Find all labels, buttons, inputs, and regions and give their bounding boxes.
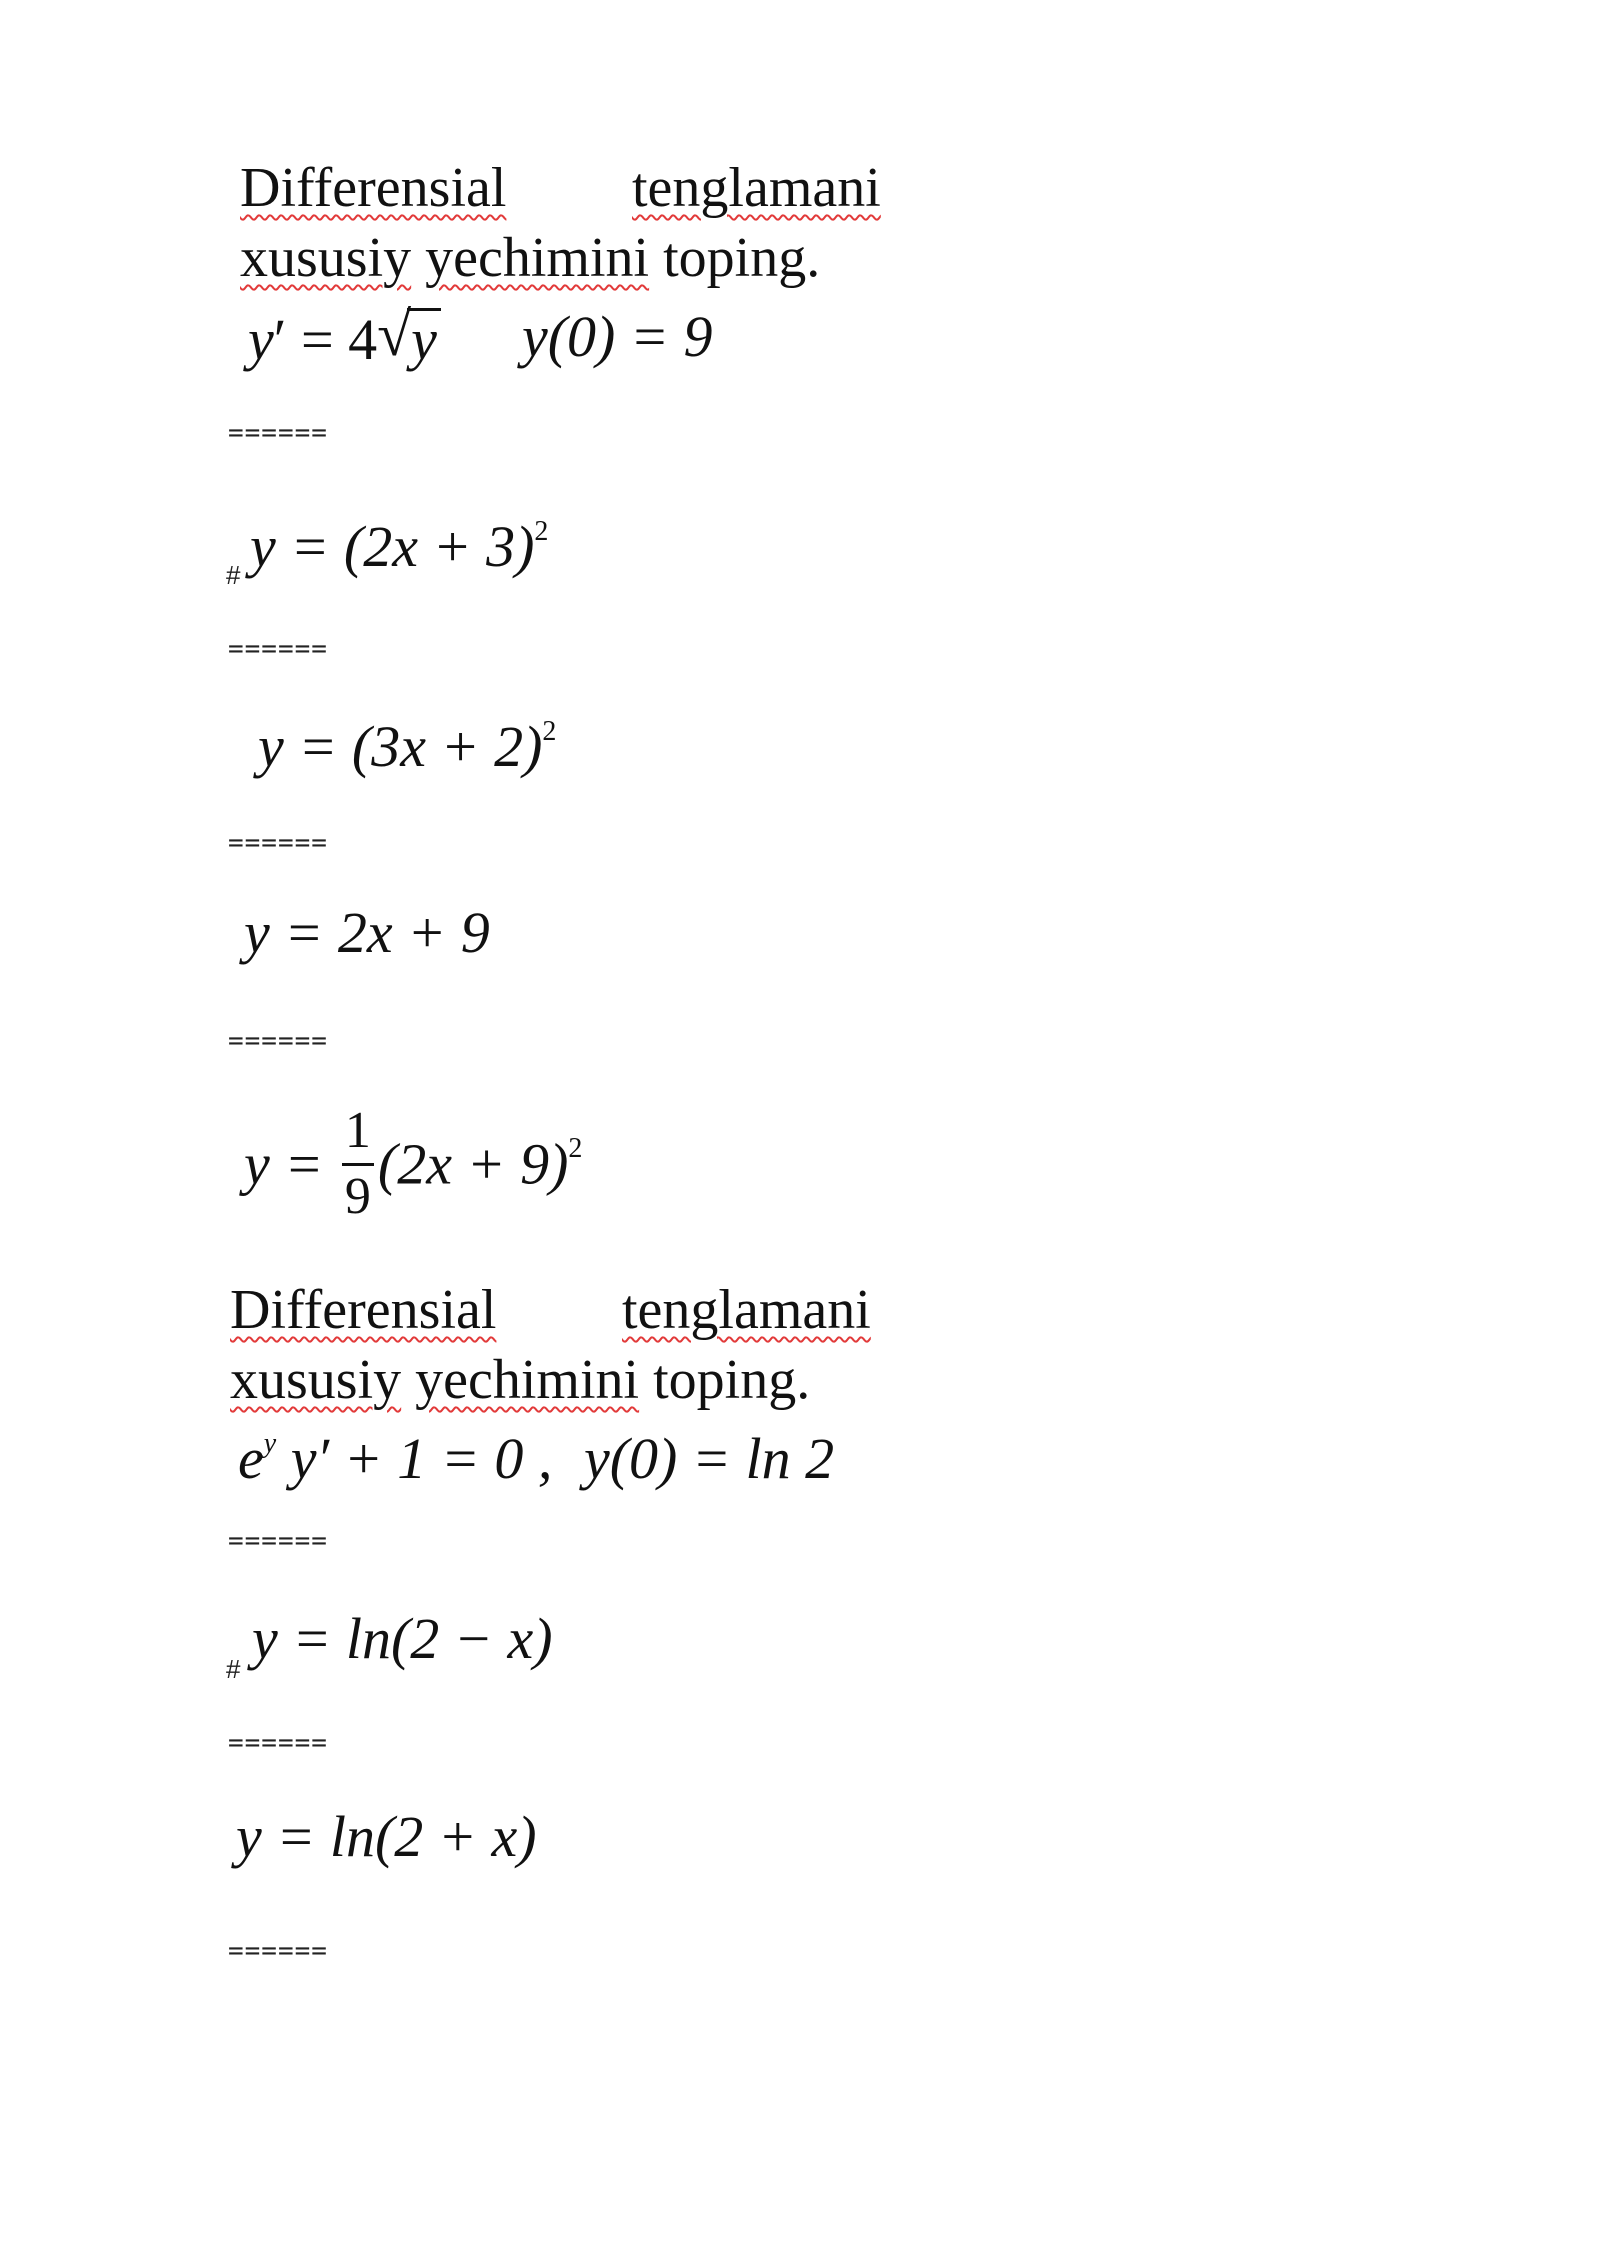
- separator: ======: [228, 1026, 328, 1056]
- question-1-prompt-word-2: tenglamani: [632, 157, 881, 219]
- answer-option: $y = (2x + 3)^2$: [250, 514, 549, 579]
- separator: ======: [228, 828, 328, 858]
- question-1-equation: y′ = 4 √ y: [248, 308, 441, 369]
- answer-option: y = ln(2 − x): [252, 1606, 553, 1671]
- separator: ======: [228, 1526, 328, 1556]
- correct-marker: #: [226, 560, 241, 590]
- question-2-prompt-word-2: tenglamani: [622, 1279, 871, 1341]
- separator: ======: [228, 418, 328, 448]
- answer-option: y = 2x + 9: [244, 900, 490, 965]
- prompt-word: Differensial: [240, 157, 507, 219]
- question-2-equation: $e^y$ y′ + 1 = 0 ,: [238, 1426, 553, 1491]
- question-1-prompt-line-2: xususiy yechimini toping.: [240, 227, 821, 289]
- fraction: $\frac{1}{9}$: [342, 1104, 374, 1224]
- question-1-prompt-line-1: [240, 157, 507, 219]
- question-1-condition: y(0) = 9: [522, 304, 713, 369]
- question-2-prompt-line-2: xususiy yechimini toping.: [230, 1349, 811, 1411]
- correct-marker: #: [226, 1654, 241, 1684]
- separator: ======: [228, 1936, 328, 1966]
- question-2-prompt-line-1: Differensial: [230, 1279, 497, 1341]
- square-root: √ y: [377, 308, 441, 369]
- answer-option: $y = (3x + 2)^2$: [258, 714, 557, 779]
- answer-option: y = ln(2 + x): [236, 1804, 537, 1869]
- question-2-condition: y(0) = ln 2: [584, 1426, 835, 1491]
- separator: ======: [228, 634, 328, 664]
- separator: ======: [228, 1728, 328, 1758]
- answer-option: y = $\frac{1}{9}$ $(2x + 9)^2$: [244, 1102, 583, 1225]
